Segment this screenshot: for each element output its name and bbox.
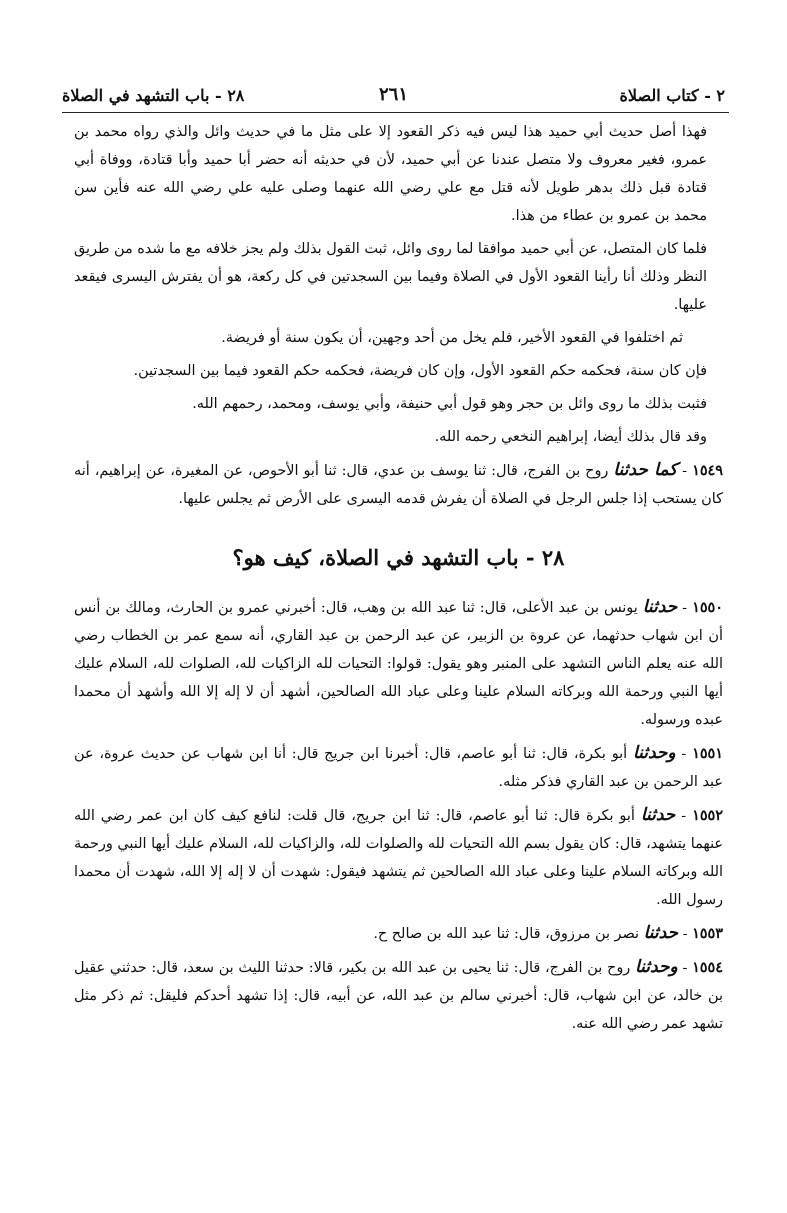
paragraph: فلما كان المتصل، عن أبي حميد موافقا لما روى وائل، ثبت القول بذلك ولم يجز خلافه مع ما شده من طريق النظر وذلك أنا رأينا القعود الأول في الصلاة وفيما بين السجدتين في كل ركعة، هو أن يفترش اليسرى فيقعد عليها.: [74, 241, 707, 313]
header-rule: [62, 112, 729, 113]
chapter-title: ٢٨ - باب التشهد في الصلاة، كيف هو؟: [232, 545, 565, 570]
hadith-head: وحدثنا: [635, 957, 678, 977]
hadith-head: كما حدثنا: [613, 460, 678, 480]
hadith-1551: ١٥٥١ - وحدثنا أبو بكرة، قال: ثنا أبو عاصم، قال: أخبرنا ابن جريج قال: أنا ابن شهاب عن حديث عروة، عن عبد الرحمن بن عبد القاري فذكر مثله.: [74, 743, 724, 790]
page-header: [62, 84, 725, 114]
hadith-head: حدثنا: [643, 923, 679, 943]
hadith-number: ١٥٥٣: [692, 925, 723, 942]
hadith-text: روح بن الفرج، قال: ثنا يحيى بن عبد الله بن بكير، قالا: حدثنا الليث بن سعد، قال: حدثني عقيل بن خالد، عن ابن شهاب، قال: أخبرني سالم بن عبد الله، عن أبيه، قال: إذا تشهد أحدكم فليقل: ثم ذكر مثل تشهد عمر رضي الله عنه.: [74, 960, 723, 1032]
hadith-text: أبو بكرة، قال: ثنا أبو عاصم، قال: أخبرنا ابن جريج قال: أنا ابن شهاب عن حديث عروة، عن عبد الرحمن بن عبد القاري فذكر مثله.: [74, 746, 723, 790]
hadith-text: أبو بكرة قال: ثنا أبو عاصم، قال: ثنا ابن جريج، قال قلت: لنافع كيف كان ابن عمر رضي الله عنهما يتشهد، قال: كان يقول بسم الله التحيات لله والصلوات لله، والزاكيات لله، السلام عليك أيها النبي ورحمة الله وبركاته السلام علينا وعلى عباد الله الصالحين ثم يتشهد فيقول: شهدت أن لا إله إلا الله، شهدت أن محمدا رسول الله.: [74, 808, 723, 908]
page-number: ٢٦١: [378, 84, 408, 105]
paragraph: وقد قال بذلك أيضا، إبراهيم النخعي رحمه الله.: [434, 429, 707, 445]
hadith-1550: ١٥٥٠ - حدثنا يونس بن عبد الأعلى، قال: ثنا عبد الله بن وهب، قال: أخبرني عمرو بن الحارث، ومالك بن أنس أن ابن شهاب حدثهما، عن عروة بن الزبير، عن عبد الرحمن بن عبد القاري، أنه سمع عمر بن الخطاب رضي الله عنه يعلم الناس التشهد على المنبر وهو يقول: قولوا: التحيات لله الزاكيات لله، الصلوات لله، السلام عليك أيها النبي ورحمة الله وبركاته السلام علينا وعلى عباد الله الصالحين، أشهد أن لا إله إلا الله وأشهد أن محمدا عبده ورسوله.: [74, 597, 724, 728]
hadith-head: وحدثنا: [632, 743, 676, 763]
header-book-title: ٢ - كتاب الصلاة: [619, 86, 725, 105]
header-chapter-title: ٢٨ - باب التشهد في الصلاة: [62, 86, 245, 105]
hadith-number: ١٥٥٠: [692, 599, 724, 616]
hadith-number: ١٥٤٩: [692, 462, 724, 479]
hadith-1553: ١٥٥٣ - حدثنا نصر بن مرزوق، قال: ثنا عبد الله بن صالح ح.: [373, 923, 723, 943]
hadith-1554: ١٥٥٤ - وحدثنا روح بن الفرج، قال: ثنا يحيى بن عبد الله بن بكير، قالا: حدثنا الليث بن سعد، قال: حدثني عقيل بن خالد، عن ابن شهاب، قال: أخبرني سالم بن عبد الله، عن أبيه، قال: إذا تشهد أحدكم فليقل: ثم ذكر مثل تشهد عمر رضي الله عنه.: [74, 957, 723, 1032]
hadith-text: يونس بن عبد الأعلى، قال: ثنا عبد الله بن وهب، قال: أخبرني عمرو بن الحارث، ومالك بن أنس أن ابن شهاب حدثهما، عن عروة بن الزبير، عن عبد الرحمن بن عبد القاري، أنه سمع عمر بن الخطاب رضي الله عنه يعلم الناس التشهد على المنبر وهو يقول: قولوا: التحيات لله الزاكيات لله، الصلوات لله، السلام عليك أيها النبي ورحمة الله وبركاته السلام علينا وعلى عباد الله الصالحين، أشهد أن لا إله إلا الله وأشهد أن محمدا عبده ورسوله.: [74, 600, 723, 728]
hadith-1549: ١٥٤٩ - كما حدثنا روح بن الفرج، قال: ثنا يوسف بن عدي، قال: ثنا أبو الأحوص، عن المغيرة، عن إبراهيم، أنه كان يستحب إذا جلس الرجل في الصلاة أن يفرش قدمه اليسرى على الأرض ثم يجلس عليها.: [74, 460, 724, 507]
hadith-number: ١٥٥٤: [692, 959, 723, 976]
hadith-text: نصر بن مرزوق، قال: ثنا عبد الله بن صالح ح.: [373, 926, 639, 942]
hadith-head: حدثنا: [642, 597, 678, 617]
hadith-1552: ١٥٥٢ - حدثنا أبو بكرة قال: ثنا أبو عاصم، قال: ثنا ابن جريج، قال قلت: لنافع كيف كان ابن عمر رضي الله عنهما يتشهد، قال: كان يقول بسم الله التحيات لله والصلوات لله، والزاكيات لله، السلام عليك أيها النبي ورحمة الله وبركاته السلام علينا وعلى عباد الله الصالحين ثم يتشهد فيقول: شهدت أن لا إله إلا الله، شهدت أن محمدا رسول الله.: [74, 805, 724, 908]
hadith-number: ١٥٥٢: [692, 807, 724, 824]
hadith-text: روح بن الفرج، قال: ثنا يوسف بن عدي، قال: ثنا أبو الأحوص، عن المغيرة، عن إبراهيم، أنه كان يستحب إذا جلس الرجل في الصلاة أن يفرش قدمه اليسرى على الأرض ثم يجلس عليها.: [74, 463, 723, 507]
hadith-number: ١٥٥١: [692, 745, 724, 762]
page-body: [74, 118, 723, 1038]
hadith-head: حدثنا: [640, 805, 676, 825]
paragraph: فهذا أصل حديث أبي حميد هذا ليس فيه ذكر القعود إلا على مثل ما في حديث وائل والذي رواه محمد بن عمرو، فغير معروف ولا متصل عندنا عن أبي حميد، لأن في حديثه أنه حضر أبا حميد وأبا قتادة، ووفاة أبي قتادة قبل ذلك بدهر طويل لأنه قتل مع علي رضي الله عنهما وصلى عليه علي رضي الله عنه فأين سن محمد بن عمرو بن عطاء من هذا.: [74, 124, 707, 224]
paragraph: فثبت بذلك ما روى وائل بن حجر وهو قول أبي حنيفة، وأبي يوسف، ومحمد، رحمهم الله.: [192, 396, 707, 412]
paragraph: فإن كان سنة، فحكمه حكم القعود الأول، وإن كان فريضة، فحكمه حكم القعود فيما بين السجدتين.: [133, 363, 707, 379]
paragraph: ثم اختلفوا في القعود الأخير، فلم يخل من أحد وجهين، أن يكون سنة أو فريضة.: [221, 330, 683, 346]
